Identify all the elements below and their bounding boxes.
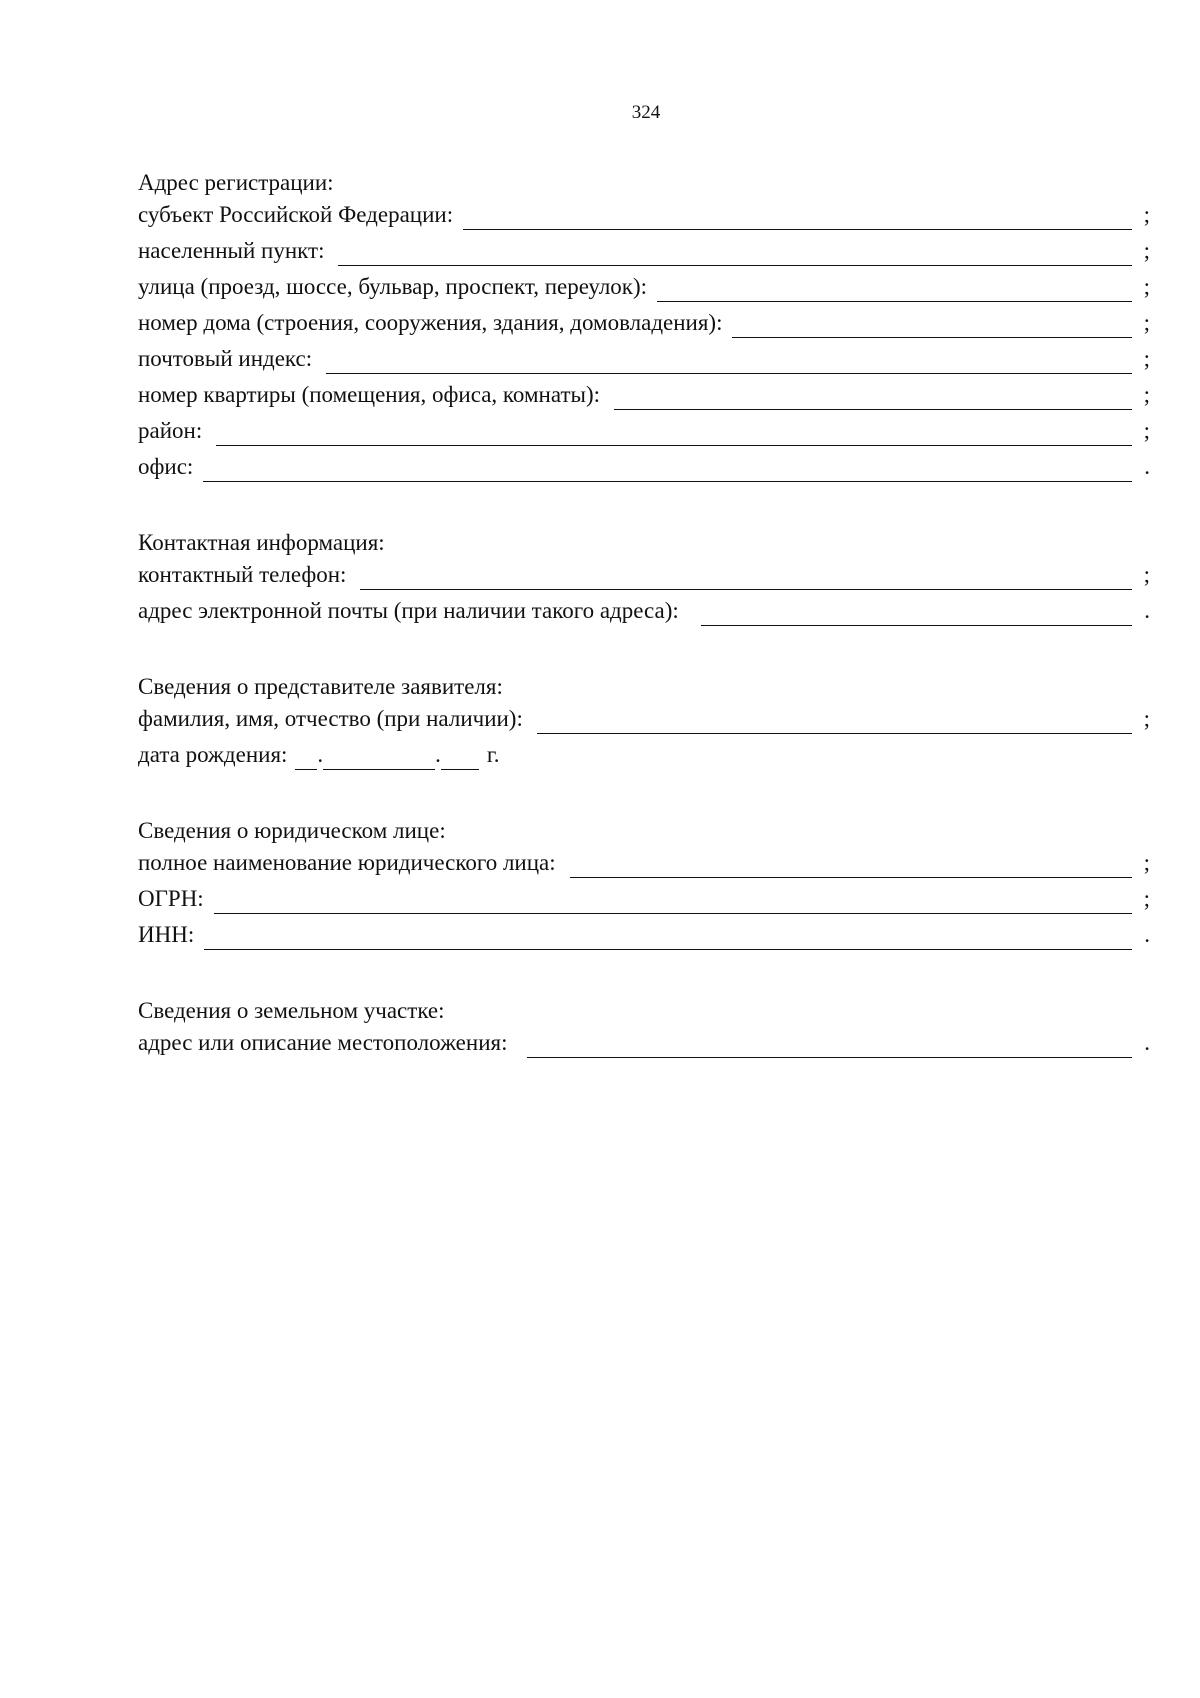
page-number: 324	[631, 102, 661, 123]
apartment-field[interactable]	[614, 387, 1132, 410]
email-label: адрес электронной почты (при наличии такого адреса):	[138, 598, 679, 623]
legal-entity-section	[138, 806, 1150, 950]
house-number-row	[138, 302, 1150, 338]
full-name-field[interactable]	[537, 711, 1132, 734]
settlement-label: населенный пункт:	[138, 238, 325, 263]
subject-rf-end: ;	[1143, 202, 1150, 227]
birth-date-sep-1: .	[317, 742, 324, 767]
apartment-label: номер квартиры (помещения, офиса, комнаты):	[138, 382, 600, 407]
birth-year-field[interactable]	[441, 749, 479, 770]
office-label: офис:	[138, 454, 194, 479]
office-end: .	[1144, 454, 1150, 479]
house-number-end: ;	[1143, 310, 1150, 335]
phone-label: контактный телефон:	[138, 562, 347, 587]
legal-entity-heading: Сведения о юридическом лице:	[138, 818, 446, 843]
street-label: улица (проезд, шоссе, бульвар, проспект, переулок):	[138, 274, 648, 299]
office-field[interactable]	[203, 459, 1132, 482]
district-label: район:	[138, 418, 203, 443]
ogrn-end: ;	[1143, 886, 1150, 911]
birth-day-field[interactable]	[295, 749, 317, 770]
contact-info-heading: Контактная информация:	[138, 530, 385, 555]
inn-field[interactable]	[204, 927, 1132, 950]
contact-info-section	[138, 518, 1150, 626]
street-row	[138, 266, 1150, 302]
postal-code-field[interactable]	[326, 351, 1132, 374]
settlement-end: ;	[1143, 238, 1150, 263]
land-location-row	[138, 1022, 1150, 1058]
land-location-end: .	[1144, 1030, 1150, 1055]
phone-row	[138, 554, 1150, 590]
inn-end: .	[1144, 922, 1150, 947]
street-field[interactable]	[657, 279, 1132, 302]
land-location-label: адрес или описание местоположения:	[138, 1030, 508, 1055]
postal-code-end: ;	[1143, 346, 1150, 371]
ogrn-field[interactable]	[214, 891, 1132, 914]
subject-rf-field[interactable]	[463, 207, 1132, 230]
registration-address-section	[138, 158, 1150, 482]
land-location-field[interactable]	[527, 1035, 1132, 1058]
phone-end: ;	[1143, 562, 1150, 587]
email-field[interactable]	[701, 603, 1132, 626]
full-name-row	[138, 698, 1150, 734]
birth-date-row	[138, 734, 1150, 770]
email-row	[138, 590, 1150, 626]
apartment-row	[138, 374, 1150, 410]
house-number-field[interactable]	[732, 315, 1132, 338]
apartment-end: ;	[1143, 382, 1150, 407]
district-field[interactable]	[216, 423, 1132, 446]
legal-name-field[interactable]	[570, 855, 1132, 878]
form-body	[138, 158, 1150, 1094]
registration-address-heading: Адрес регистрации:	[138, 170, 334, 195]
land-plot-section	[138, 986, 1150, 1058]
ogrn-label: ОГРН:	[138, 886, 204, 911]
birth-date-sep-2: .	[435, 742, 441, 767]
birth-month-field[interactable]	[323, 749, 435, 770]
inn-row	[138, 914, 1150, 950]
settlement-field[interactable]	[338, 243, 1132, 266]
full-name-end: ;	[1143, 706, 1150, 731]
birth-date-label: дата рождения:	[138, 742, 288, 767]
land-plot-heading: Сведения о земельном участке:	[138, 998, 445, 1023]
district-end: ;	[1143, 418, 1150, 443]
subject-rf-label: субъект Российской Федерации:	[138, 202, 454, 227]
year-suffix: г.	[486, 742, 500, 767]
inn-label: ИНН:	[138, 922, 195, 947]
full-name-label: фамилия, имя, отчество (при наличии):	[138, 706, 523, 731]
postal-code-row	[138, 338, 1150, 374]
representative-section	[138, 662, 1150, 770]
phone-field[interactable]	[360, 567, 1132, 590]
subject-rf-row	[138, 194, 1150, 230]
ogrn-row	[138, 878, 1150, 914]
office-row	[138, 446, 1150, 482]
legal-name-end: ;	[1143, 850, 1150, 875]
street-end: ;	[1143, 274, 1150, 299]
representative-heading: Сведения о представителе заявителя:	[138, 674, 503, 699]
postal-code-label: почтовый индекс:	[138, 346, 313, 371]
district-row	[138, 410, 1150, 446]
email-end: .	[1144, 598, 1150, 623]
legal-name-label: полное наименование юридического лица:	[138, 850, 556, 875]
house-number-label: номер дома (строения, сооружения, здания, домовладения):	[138, 310, 723, 335]
settlement-row	[138, 230, 1150, 266]
legal-name-row	[138, 842, 1150, 878]
